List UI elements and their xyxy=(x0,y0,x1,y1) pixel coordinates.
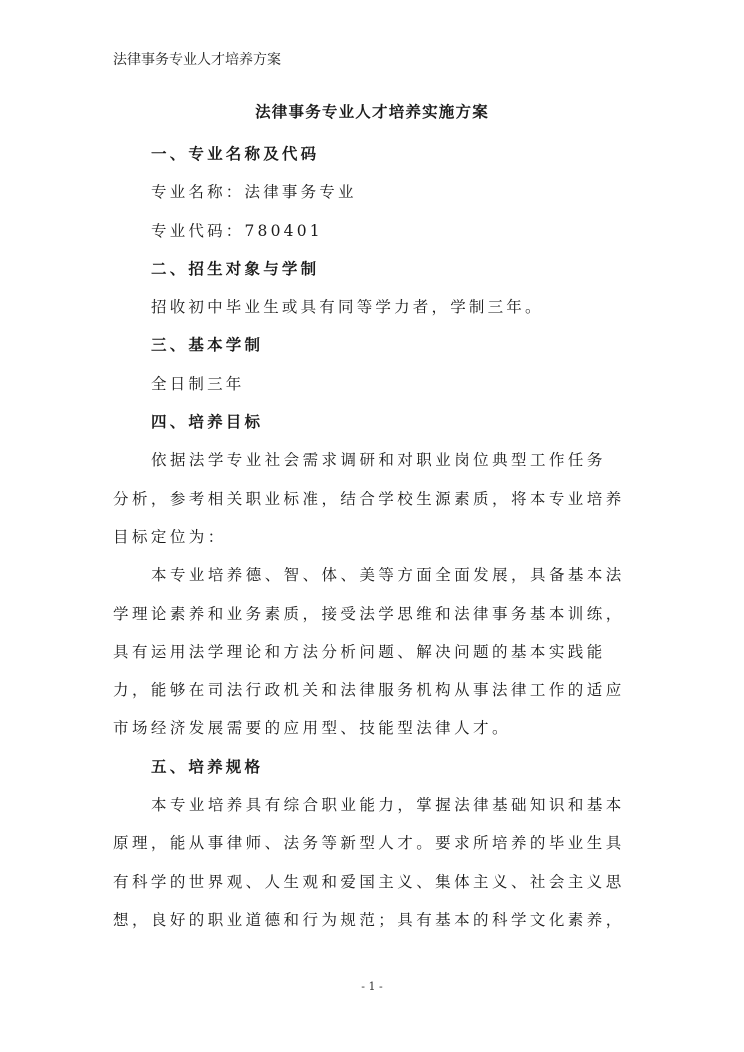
paragraph-line: 原理，能从事律师、法务等新型人才。要求所培养的毕业生具 xyxy=(113,834,625,853)
paragraph-line: 具有运用法学理论和方法分析问题、解决问题的基本实践能 xyxy=(113,642,606,661)
paragraph-line: 市场经济发展需要的应用型、技能型法律人才。 xyxy=(113,719,511,738)
running-header: 法律事务专业人才培养方案 xyxy=(113,52,281,68)
paragraph-line: 力，能够在司法行政机关和法律服务机构从事法律工作的适应 xyxy=(113,681,625,700)
section-heading: 三、基本学制 xyxy=(151,335,264,355)
document-body xyxy=(113,135,631,939)
section-heading: 五、培养规格 xyxy=(151,756,264,776)
paragraph-line: 目标定位为： xyxy=(113,527,227,546)
paragraph-line: 依据法学专业社会需求调研和对职业岗位典型工作任务 xyxy=(151,451,606,470)
body-line: 专业名称：法律事务专业 xyxy=(151,183,357,202)
body-line: 招收初中毕业生或具有同等学力者，学制三年。 xyxy=(151,298,544,317)
paragraph-line: 学理论素养和业务素质，接受法学思维和法律事务基本训练， xyxy=(113,604,625,623)
section-heading: 一、专业名称及代码 xyxy=(151,144,320,163)
section-heading: 四、培养目标 xyxy=(151,412,264,432)
page-number: - 1 - xyxy=(361,980,383,993)
document-title: 法律事务专业人才培养实施方案 xyxy=(255,102,489,121)
body-line: 全日制三年 xyxy=(151,374,245,393)
paragraph-line: 本专业培养具有综合职业能力，掌握法律基础知识和基本 xyxy=(151,796,625,815)
paragraph-line: 分析，参考相关职业标准，结合学校生源素质，将本专业培养 xyxy=(113,489,625,508)
paragraph-line: 本专业培养德、智、体、美等方面全面发展，具备基本法 xyxy=(151,566,625,585)
paragraph-line: 有科学的世界观、人生观和爱国主义、集体主义、社会主义思 xyxy=(113,872,625,891)
section-heading: 二、招生对象与学制 xyxy=(151,258,320,278)
paragraph-line: 想，良好的职业道德和行为规范；具有基本的科学文化素养， xyxy=(113,910,625,929)
body-line: 专业代码：780401 xyxy=(151,221,323,240)
